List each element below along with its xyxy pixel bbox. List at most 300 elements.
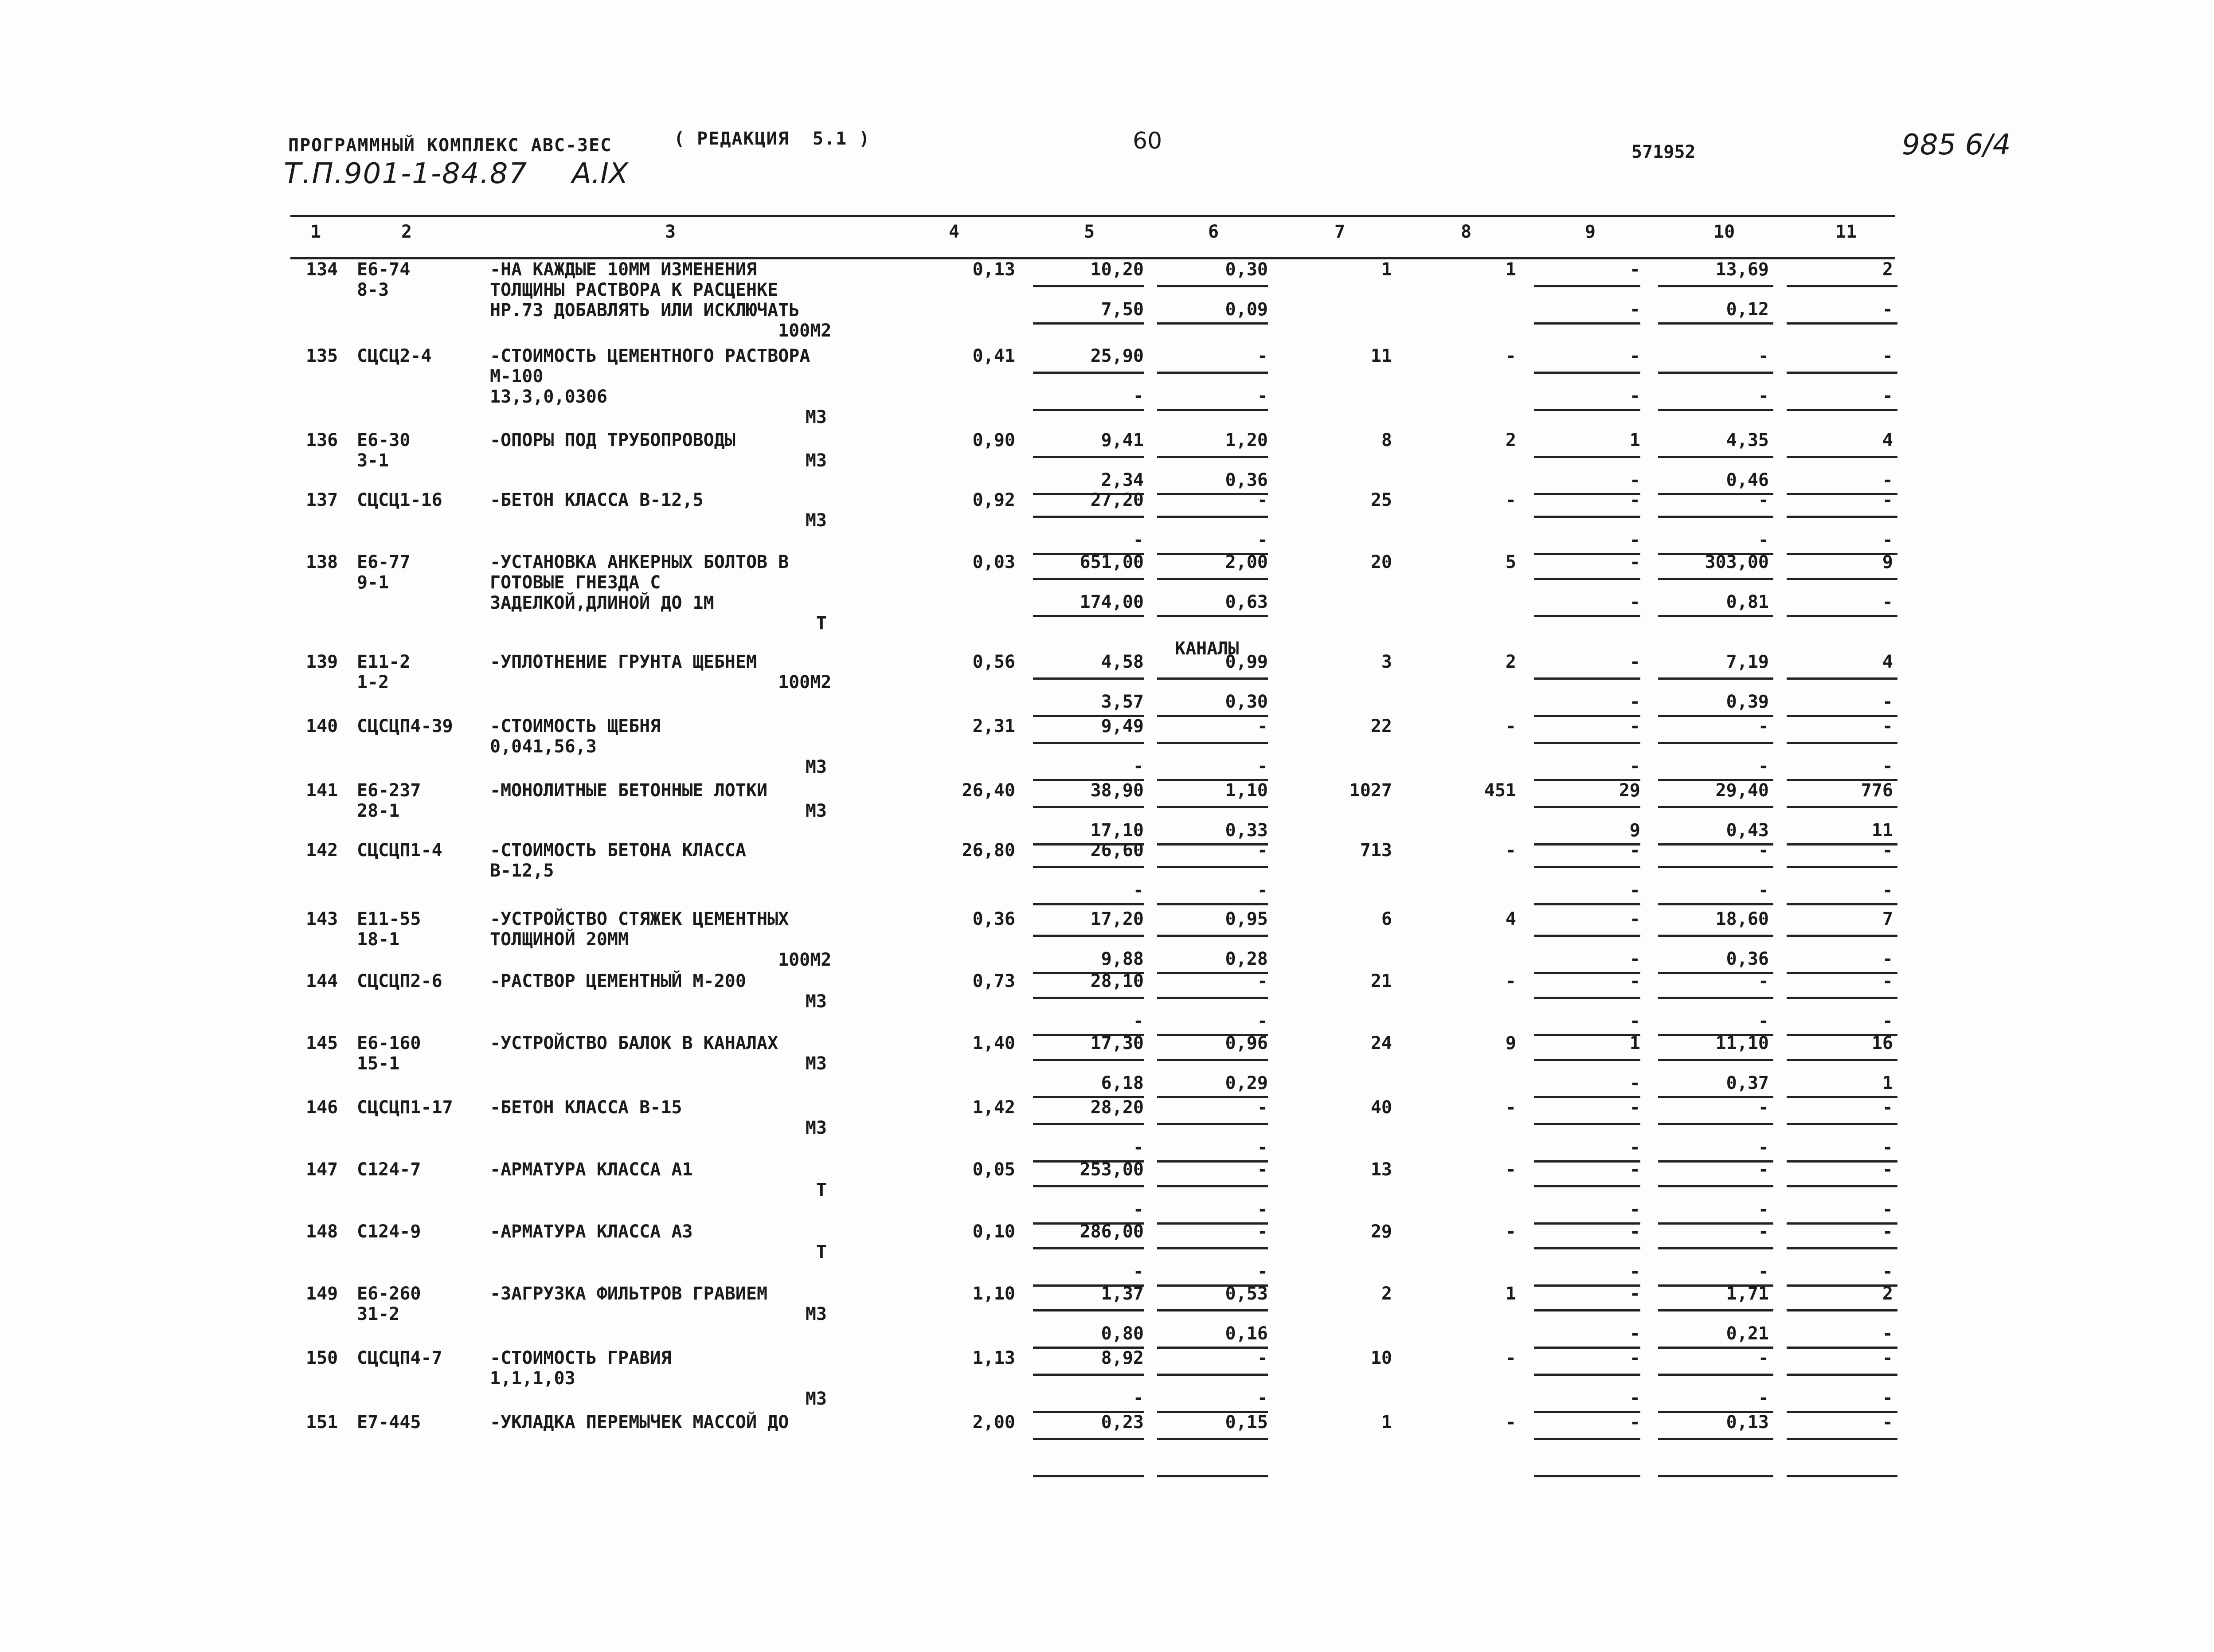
- cell-divider: [1534, 456, 1640, 458]
- cell-code: Е6-260 31-2: [357, 1284, 421, 1324]
- cell-n: 149: [306, 1284, 338, 1304]
- cell-divider: [1658, 677, 1773, 680]
- cell-c7: 13: [1370, 1159, 1392, 1180]
- cell-desc: -БЕТОН КЛАССА В-15: [490, 1097, 682, 1118]
- cell-divider: [1157, 742, 1268, 744]
- cell-c7: 29: [1370, 1221, 1392, 1242]
- cell-c6a: -: [1257, 971, 1268, 991]
- cell-c9a: 1: [1629, 1033, 1640, 1053]
- row-divider: [1658, 409, 1773, 411]
- row-divider: [1787, 615, 1897, 617]
- cell-n: 144: [306, 971, 338, 991]
- cell-c8: 9: [1505, 1033, 1516, 1053]
- column-header-1: 1: [310, 222, 321, 242]
- cell-c10a: 7,19: [1726, 652, 1769, 672]
- cell-c6a: 0,99: [1225, 652, 1268, 672]
- cell-c10a: -: [1758, 1221, 1769, 1242]
- cell-divider: [1157, 1123, 1268, 1125]
- cell-c6b: 0,36: [1225, 470, 1268, 490]
- cell-c7: 40: [1370, 1097, 1392, 1118]
- cell-c10a: -: [1758, 971, 1769, 991]
- cell-c8: -: [1505, 971, 1516, 991]
- cell-c9b: -: [1629, 1137, 1640, 1158]
- cell-divider: [1658, 456, 1773, 458]
- cell-c4: 2,31: [972, 716, 1015, 736]
- cell-c5a: 17,20: [1090, 909, 1144, 929]
- cell-c11a: 9: [1882, 552, 1893, 572]
- cell-c10b: -: [1758, 1388, 1769, 1408]
- table-top-rule: [290, 215, 1895, 217]
- cell-divider: [1157, 1185, 1268, 1187]
- row-divider: [1033, 322, 1144, 325]
- cell-c8: -: [1505, 1348, 1516, 1368]
- cell-c4: 0,90: [972, 430, 1015, 450]
- cell-c9b: -: [1629, 386, 1640, 406]
- cell-divider: [1033, 285, 1144, 287]
- cell-c6a: -: [1257, 840, 1268, 861]
- cell-c11a: -: [1882, 346, 1893, 366]
- column-header-7: 7: [1334, 222, 1346, 242]
- cell-c6a: 1,20: [1225, 430, 1268, 450]
- table-row: [0, 909, 2214, 971]
- cell-c4: 0,56: [972, 652, 1015, 672]
- cell-divider: [1658, 806, 1773, 808]
- column-header-10: 10: [1713, 222, 1735, 242]
- cell-c5b: 0,80: [1101, 1323, 1144, 1344]
- cell-c10a: 4,35: [1726, 430, 1769, 450]
- cell-desc: -СТОИМОСТЬ ГРАВИЯ 1,1,1,03: [490, 1348, 672, 1389]
- cell-c6b: -: [1257, 756, 1268, 776]
- cell-c9b: -: [1629, 949, 1640, 969]
- table-row: [0, 1348, 2214, 1410]
- cell-code: СЦСЦП2-6: [357, 971, 442, 991]
- cell-c10a: -: [1758, 840, 1769, 861]
- cell-unit: М3: [805, 407, 827, 427]
- cell-c7: 713: [1360, 840, 1392, 861]
- cell-c11b: 11: [1871, 820, 1893, 841]
- cell-c8: -: [1505, 1221, 1516, 1242]
- cell-c9a: -: [1629, 1097, 1640, 1118]
- edition-label: ( РЕДАКЦИЯ 5.1 ): [674, 129, 871, 149]
- cell-c5b: 7,50: [1101, 299, 1144, 320]
- cell-c10a: -: [1758, 346, 1769, 366]
- cell-c5b: 9,88: [1101, 949, 1144, 969]
- cell-c4: 0,13: [972, 259, 1015, 280]
- cell-n: 148: [306, 1221, 338, 1242]
- table-row: [0, 840, 2214, 902]
- cell-divider: [1787, 1123, 1897, 1125]
- cell-divider: [1534, 578, 1640, 580]
- cell-c5b: 3,57: [1101, 692, 1144, 712]
- cell-c11b: -: [1882, 592, 1893, 612]
- cell-c10a: 18,60: [1715, 909, 1769, 929]
- cell-c9a: -: [1629, 971, 1640, 991]
- cell-desc: -СТОИМОСТЬ БЕТОНА КЛАССА В-12,5: [490, 840, 746, 881]
- cell-c6b: 0,16: [1225, 1323, 1268, 1344]
- cell-desc: -УКЛАДКА ПЕРЕМЫЧЕК МАССОЙ ДО: [490, 1412, 789, 1433]
- cell-c11b: -: [1882, 470, 1893, 490]
- cell-code: СЦСЦП4-39: [357, 716, 453, 736]
- cell-divider: [1787, 1309, 1897, 1311]
- cell-c11a: 2: [1882, 259, 1893, 280]
- cell-code: СЦСЦП1-4: [357, 840, 442, 861]
- cell-c4: 26,80: [962, 840, 1015, 861]
- cell-code: СЦСЦП4-7: [357, 1348, 442, 1368]
- cell-desc: -СТОИМОСТЬ ЦЕМЕНТНОГО РАСТВОРА М-100 13,3,0,0306: [490, 346, 810, 407]
- cell-c10b: 0,37: [1726, 1073, 1769, 1093]
- cell-divider: [1658, 1123, 1773, 1125]
- cell-code: Е6-30 3-1: [357, 430, 411, 471]
- cell-divider: [1787, 456, 1897, 458]
- cell-code: С124-7: [357, 1159, 421, 1180]
- cell-c10b: -: [1758, 756, 1769, 776]
- cell-c5b: -: [1133, 1261, 1144, 1282]
- cell-divider: [1157, 806, 1268, 808]
- table-row: [0, 1159, 2214, 1221]
- cell-c8: -: [1505, 490, 1516, 510]
- cell-c6a: -: [1257, 1221, 1268, 1242]
- cell-c9b: -: [1629, 592, 1640, 612]
- cell-c6b: -: [1257, 1011, 1268, 1031]
- cell-c5a: 27,20: [1090, 490, 1144, 510]
- cell-desc: -УСТАНОВКА АНКЕРНЫХ БОЛТОВ В ГОТОВЫЕ ГНЕЗДА С ЗАДЕЛКОЙ,ДЛИНОЙ ДО 1М: [490, 552, 789, 613]
- cell-c9b: -: [1629, 1388, 1640, 1408]
- table-row: [0, 780, 2214, 842]
- cell-divider: [1787, 1185, 1897, 1187]
- table-row: [0, 1221, 2214, 1284]
- cell-c11a: 776: [1861, 780, 1893, 801]
- cell-c9a: -: [1629, 652, 1640, 672]
- cell-divider: [1033, 1185, 1144, 1187]
- cell-c8: -: [1505, 1097, 1516, 1118]
- cell-divider: [1534, 1247, 1640, 1249]
- cell-c8: -: [1505, 716, 1516, 736]
- cell-n: 136: [306, 430, 338, 450]
- cell-c11a: -: [1882, 1348, 1893, 1368]
- row-divider: [1534, 903, 1640, 905]
- cell-c7: 3: [1381, 652, 1392, 672]
- cell-divider: [1157, 456, 1268, 458]
- cell-divider: [1033, 1123, 1144, 1125]
- cell-divider: [1534, 285, 1640, 287]
- cell-unit: М3: [805, 1304, 827, 1324]
- cell-c10a: -: [1758, 1348, 1769, 1368]
- row-divider: [1658, 322, 1773, 325]
- cell-divider: [1033, 1059, 1144, 1061]
- cell-divider: [1033, 516, 1144, 518]
- cell-divider: [1157, 1374, 1268, 1376]
- table-row: [0, 490, 2214, 552]
- cell-divider: [1787, 997, 1897, 999]
- cell-divider: [1658, 578, 1773, 580]
- column-header-9: 9: [1585, 222, 1596, 242]
- cell-c10b: -: [1758, 386, 1769, 406]
- cell-c10b: 0,21: [1726, 1323, 1769, 1344]
- cell-c6a: -: [1257, 490, 1268, 510]
- cell-c6a: -: [1257, 716, 1268, 736]
- cell-code: СЦСЦ1-16: [357, 490, 442, 510]
- table-row: [0, 346, 2214, 427]
- cell-c5b: -: [1133, 756, 1144, 776]
- cell-c9a: -: [1629, 1284, 1640, 1304]
- cell-c11b: -: [1882, 299, 1893, 320]
- cell-c5a: 10,20: [1090, 259, 1144, 280]
- cell-code: СЦСЦП1-17: [357, 1097, 453, 1118]
- row-divider: [1157, 1475, 1268, 1477]
- cell-unit: 100М2: [778, 950, 832, 970]
- cell-divider: [1787, 516, 1897, 518]
- column-header-8: 8: [1461, 222, 1472, 242]
- cell-c9a: -: [1629, 716, 1640, 736]
- cell-c5a: 17,30: [1090, 1033, 1144, 1053]
- cell-unit: М3: [805, 757, 827, 777]
- row-divider: [1787, 1475, 1897, 1477]
- cell-c9b: -: [1629, 1011, 1640, 1031]
- cell-divider: [1658, 372, 1773, 374]
- row-divider: [1658, 1475, 1773, 1477]
- cell-c8: 2: [1505, 652, 1516, 672]
- row-divider: [1534, 615, 1640, 617]
- cell-unit: М3: [805, 801, 827, 821]
- cell-c9b: -: [1629, 1073, 1640, 1093]
- cell-c8: -: [1505, 346, 1516, 366]
- row-divider: [1033, 1475, 1144, 1477]
- cell-divider: [1787, 285, 1897, 287]
- cell-c11a: -: [1882, 840, 1893, 861]
- cell-divider: [1787, 866, 1897, 868]
- cell-c5a: 28,10: [1090, 971, 1144, 991]
- cell-c7: 8: [1381, 430, 1392, 450]
- cell-unit: 100М2: [778, 321, 832, 341]
- cell-divider: [1033, 1438, 1144, 1440]
- cell-c6b: -: [1257, 880, 1268, 900]
- cell-c5b: -: [1133, 530, 1144, 550]
- cell-divider: [1787, 935, 1897, 937]
- cell-divider: [1658, 935, 1773, 937]
- cell-c8: -: [1505, 840, 1516, 861]
- cell-c10a: -: [1758, 490, 1769, 510]
- cell-c10b: -: [1758, 880, 1769, 900]
- cell-desc: -МОНОЛИТНЫЕ БЕТОННЫЕ ЛОТКИ: [490, 780, 768, 801]
- cell-unit: М3: [805, 991, 827, 1012]
- cell-c5b: -: [1133, 386, 1144, 406]
- cell-c10b: 0,39: [1726, 692, 1769, 712]
- cell-divider: [1534, 1374, 1640, 1376]
- cell-n: 142: [306, 840, 338, 861]
- cell-c6b: -: [1257, 1388, 1268, 1408]
- cell-c10b: 0,46: [1726, 470, 1769, 490]
- cell-divider: [1658, 1059, 1773, 1061]
- cell-divider: [1157, 516, 1268, 518]
- cell-c9a: 29: [1619, 780, 1640, 801]
- cell-desc: -НА КАЖДЫЕ 10ММ ИЗМЕНЕНИЯ ТОЛЩИНЫ РАСТВОРА К РАСЦЕНКЕ НР.73 ДОБАВЛЯТЬ ИЛИ ИСКЛЮЧАТЬ: [490, 259, 800, 321]
- cell-n: 137: [306, 490, 338, 510]
- cell-c7: 24: [1370, 1033, 1392, 1053]
- cell-c6b: 0,30: [1225, 692, 1268, 712]
- column-header-11: 11: [1835, 222, 1857, 242]
- row-divider: [1534, 322, 1640, 325]
- cell-n: 151: [306, 1412, 338, 1433]
- cell-c6a: -: [1257, 1348, 1268, 1368]
- cell-c5a: 9,49: [1101, 716, 1144, 736]
- cell-divider: [1534, 1059, 1640, 1061]
- cell-c10a: 11,10: [1715, 1033, 1769, 1053]
- cell-c5b: 6,18: [1101, 1073, 1144, 1093]
- row-divider: [1787, 322, 1897, 325]
- cell-c6b: 0,63: [1225, 592, 1268, 612]
- cell-c4: 0,03: [972, 552, 1015, 572]
- cell-c8: 2: [1505, 430, 1516, 450]
- cell-c11a: -: [1882, 1221, 1893, 1242]
- cell-c10a: -: [1758, 1097, 1769, 1118]
- table-row: [0, 716, 2214, 778]
- cell-divider: [1157, 1438, 1268, 1440]
- cell-code: Е11-55 18-1: [357, 909, 421, 950]
- cell-divider: [1033, 997, 1144, 999]
- cell-divider: [1033, 578, 1144, 580]
- cell-c10a: -: [1758, 1159, 1769, 1180]
- cell-unit: Т: [816, 1180, 827, 1200]
- cell-c4: 26,40: [962, 780, 1015, 801]
- cell-n: 135: [306, 346, 338, 366]
- cell-c9a: -: [1629, 1412, 1640, 1433]
- cell-c9b: -: [1629, 1199, 1640, 1220]
- cell-divider: [1658, 516, 1773, 518]
- cell-divider: [1033, 677, 1144, 680]
- cell-c5a: 1,37: [1101, 1284, 1144, 1304]
- cell-code: Е7-445: [357, 1412, 421, 1433]
- cell-c11b: -: [1882, 386, 1893, 406]
- cell-c9b: -: [1629, 299, 1640, 320]
- cell-c7: 1027: [1349, 780, 1392, 801]
- cell-c5a: 26,60: [1090, 840, 1144, 861]
- cell-c4: 1,40: [972, 1033, 1015, 1053]
- cell-c5a: 4,58: [1101, 652, 1144, 672]
- cell-divider: [1534, 677, 1640, 680]
- row-divider: [1033, 409, 1144, 411]
- cell-c5a: 25,90: [1090, 346, 1144, 366]
- cell-c11b: -: [1882, 1199, 1893, 1220]
- cell-c5a: 9,41: [1101, 430, 1144, 450]
- cell-c6b: -: [1257, 530, 1268, 550]
- cell-unit: 100М2: [778, 672, 832, 693]
- cell-divider: [1033, 456, 1144, 458]
- table-row: [0, 652, 2214, 714]
- cell-divider: [1658, 1374, 1773, 1376]
- cell-divider: [1787, 677, 1897, 680]
- cell-divider: [1658, 742, 1773, 744]
- cell-c6b: -: [1257, 1137, 1268, 1158]
- table-row: [0, 971, 2214, 1033]
- cell-divider: [1658, 1185, 1773, 1187]
- cell-c8: 4: [1505, 909, 1516, 929]
- cell-divider: [1157, 372, 1268, 374]
- cell-c9a: -: [1629, 840, 1640, 861]
- cell-c9b: -: [1629, 880, 1640, 900]
- row-divider: [1534, 409, 1640, 411]
- cell-c6b: -: [1257, 1199, 1268, 1220]
- cell-divider: [1534, 1123, 1640, 1125]
- table-row: [0, 1284, 2214, 1346]
- cell-c10a: 1,71: [1726, 1284, 1769, 1304]
- cell-n: 145: [306, 1033, 338, 1053]
- cell-c6a: -: [1257, 1159, 1268, 1180]
- row-divider: [1157, 615, 1268, 617]
- cell-c11b: -: [1882, 1261, 1893, 1282]
- cell-c4: 1,10: [972, 1284, 1015, 1304]
- row-divider: [1658, 615, 1773, 617]
- cell-divider: [1787, 806, 1897, 808]
- cell-c10b: 0,43: [1726, 820, 1769, 841]
- column-header-2: 2: [401, 222, 412, 242]
- cell-n: 139: [306, 652, 338, 672]
- cell-divider: [1534, 516, 1640, 518]
- cell-code: Е6-237 28-1: [357, 780, 421, 821]
- cell-n: 140: [306, 716, 338, 736]
- cell-desc: -ЗАГРУЗКА ФИЛЬТРОВ ГРАВИЕМ: [490, 1284, 768, 1304]
- cell-c11a: -: [1882, 1159, 1893, 1180]
- cell-c4: 0,73: [972, 971, 1015, 991]
- cell-divider: [1658, 1247, 1773, 1249]
- cell-c5a: 38,90: [1090, 780, 1144, 801]
- cell-c11a: 16: [1871, 1033, 1893, 1053]
- cell-c9a: -: [1629, 490, 1640, 510]
- cell-n: 141: [306, 780, 338, 801]
- cell-c10a: 29,40: [1715, 780, 1769, 801]
- cell-n: 150: [306, 1348, 338, 1368]
- cell-c5a: 286,00: [1080, 1221, 1144, 1242]
- cell-c9a: -: [1629, 1348, 1640, 1368]
- row-divider: [1033, 615, 1144, 617]
- cell-c8: 1: [1505, 259, 1516, 280]
- cell-c9b: -: [1629, 470, 1640, 490]
- cell-divider: [1157, 285, 1268, 287]
- cell-divider: [1157, 997, 1268, 999]
- cell-c8: 1: [1505, 1284, 1516, 1304]
- cell-c4: 0,41: [972, 346, 1015, 366]
- cell-c5a: 8,92: [1101, 1348, 1144, 1368]
- cell-c7: 21: [1370, 971, 1392, 991]
- cell-c4: 0,05: [972, 1159, 1015, 1180]
- cell-n: 138: [306, 552, 338, 572]
- cell-divider: [1534, 997, 1640, 999]
- cell-divider: [1534, 742, 1640, 744]
- cell-c11b: -: [1882, 1388, 1893, 1408]
- cell-c6b: -: [1257, 386, 1268, 406]
- cell-desc: -УСТРОЙСТВО СТЯЖЕК ЦЕМЕНТНЫХ ТОЛЩИНОЙ 20ММ: [490, 909, 789, 950]
- cell-c6b: 0,33: [1225, 820, 1268, 841]
- cell-divider: [1033, 1309, 1144, 1311]
- cell-n: 146: [306, 1097, 338, 1118]
- cell-desc: -СТОИМОСТЬ ЩЕБНЯ 0,041,56,3: [490, 716, 661, 757]
- cell-c9a: -: [1629, 259, 1640, 280]
- cell-c6a: 0,15: [1225, 1412, 1268, 1433]
- cell-c9a: -: [1629, 552, 1640, 572]
- cell-c9b: -: [1629, 1323, 1640, 1344]
- cell-divider: [1033, 1374, 1144, 1376]
- table-row: [0, 430, 2214, 492]
- project-number: Т.П.901-1-84.87: [284, 157, 528, 190]
- cell-c5b: -: [1133, 1199, 1144, 1220]
- cell-divider: [1658, 1438, 1773, 1440]
- cell-c4: 0,92: [972, 490, 1015, 510]
- cell-c11b: -: [1882, 1011, 1893, 1031]
- row-divider: [1157, 903, 1268, 905]
- row-divider: [1658, 903, 1773, 905]
- cell-c9a: -: [1629, 346, 1640, 366]
- cell-unit: Т: [816, 1242, 827, 1262]
- section-label: КАНАЛЫ: [1175, 638, 1239, 659]
